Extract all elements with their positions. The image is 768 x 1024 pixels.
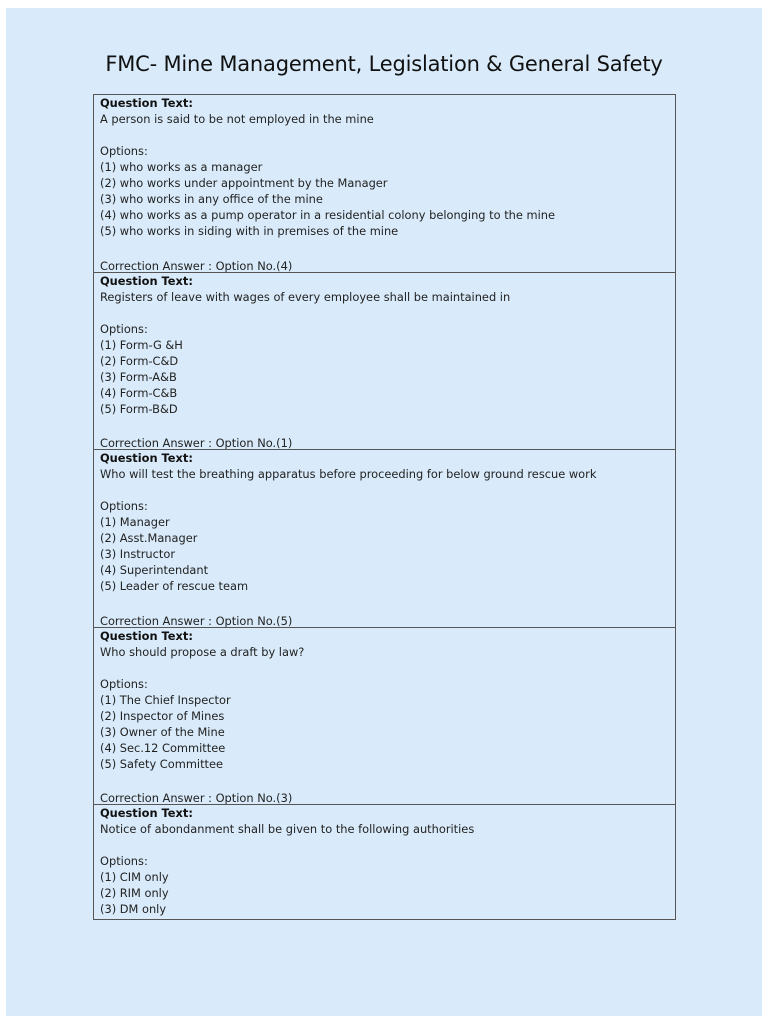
spacer bbox=[100, 127, 669, 143]
correct-answer: Correction Answer : Option No.(4) bbox=[100, 258, 293, 273]
question-block bbox=[94, 628, 675, 806]
option-item: (4) who works as a pump operator in a residential colony belonging to the mine bbox=[100, 208, 556, 222]
correct-answer: Correction Answer : Option No.(1) bbox=[100, 436, 293, 450]
options-label: Options: bbox=[100, 321, 148, 336]
question-text-label: Question Text: bbox=[100, 806, 193, 820]
question-text-label: Question Text: bbox=[100, 96, 193, 110]
option-item: (2) RIM only bbox=[100, 886, 169, 900]
spacer bbox=[100, 837, 669, 853]
question-text: Who will test the breathing apparatus before proceeding for below ground rescue work bbox=[100, 467, 597, 481]
question-block bbox=[94, 95, 675, 273]
option-item: (1) who works as a manager bbox=[100, 160, 263, 174]
option-item: (4) Sec.12 Committee bbox=[100, 740, 226, 755]
option-item: (3) Instructor bbox=[100, 547, 176, 561]
option-item: (2) Asst.Manager bbox=[100, 531, 198, 545]
question-list bbox=[93, 94, 676, 920]
option-item: (2) Form-C&D bbox=[100, 353, 179, 368]
document-page bbox=[6, 8, 762, 1016]
option-item: (1) CIM only bbox=[100, 870, 169, 884]
option-item: (1) The Chief Inspector bbox=[100, 692, 231, 707]
question-text: A person is said to be not employed in the mine bbox=[100, 112, 374, 126]
question-text: Registers of leave with wages of every employee shall be maintained in bbox=[100, 289, 511, 304]
option-item: (5) Leader of rescue team bbox=[100, 579, 249, 593]
question-text: Notice of abondanment shall be given to the following authorities bbox=[100, 822, 475, 836]
options-label: Options: bbox=[100, 854, 148, 868]
option-item: (4) Form-C&B bbox=[100, 385, 178, 400]
document-title: FMC- Mine Management, Legislation & General Safety bbox=[105, 52, 663, 76]
options-label: Options: bbox=[100, 676, 148, 691]
option-item: (3) Form-A&B bbox=[100, 369, 177, 384]
option-item: (5) who works in siding with in premises of the mine bbox=[100, 224, 399, 238]
correct-answer: Correction Answer : Option No.(5) bbox=[100, 613, 293, 628]
spacer bbox=[100, 482, 669, 498]
option-item: (3) DM only bbox=[100, 902, 167, 916]
question-block bbox=[94, 805, 675, 983]
option-item: (3) Owner of the Mine bbox=[100, 724, 225, 739]
options-label: Options: bbox=[100, 499, 148, 513]
question-text-label: Question Text: bbox=[100, 273, 193, 288]
question-text-label: Question Text: bbox=[100, 628, 193, 643]
option-item: (5) Safety Committee bbox=[100, 756, 224, 771]
question-text-label: Question Text: bbox=[100, 451, 193, 465]
option-item: (3) who works in any office of the mine bbox=[100, 192, 323, 206]
option-item: (1) Manager bbox=[100, 515, 170, 529]
question-block bbox=[94, 450, 675, 628]
question-block bbox=[94, 273, 675, 451]
spacer bbox=[100, 305, 669, 321]
option-item: (5) Form-B&D bbox=[100, 401, 178, 416]
spacer bbox=[100, 660, 669, 676]
option-item: (4) Superintendant bbox=[100, 563, 209, 577]
option-item: (1) Form-G &H bbox=[100, 337, 183, 352]
options-label: Options: bbox=[100, 144, 148, 158]
correct-answer: Correction Answer : Option No.(3) bbox=[100, 791, 293, 805]
question-text: Who should propose a draft by law? bbox=[100, 644, 305, 659]
option-item: (2) who works under appointment by the Manager bbox=[100, 176, 388, 190]
option-item: (2) Inspector of Mines bbox=[100, 708, 225, 723]
